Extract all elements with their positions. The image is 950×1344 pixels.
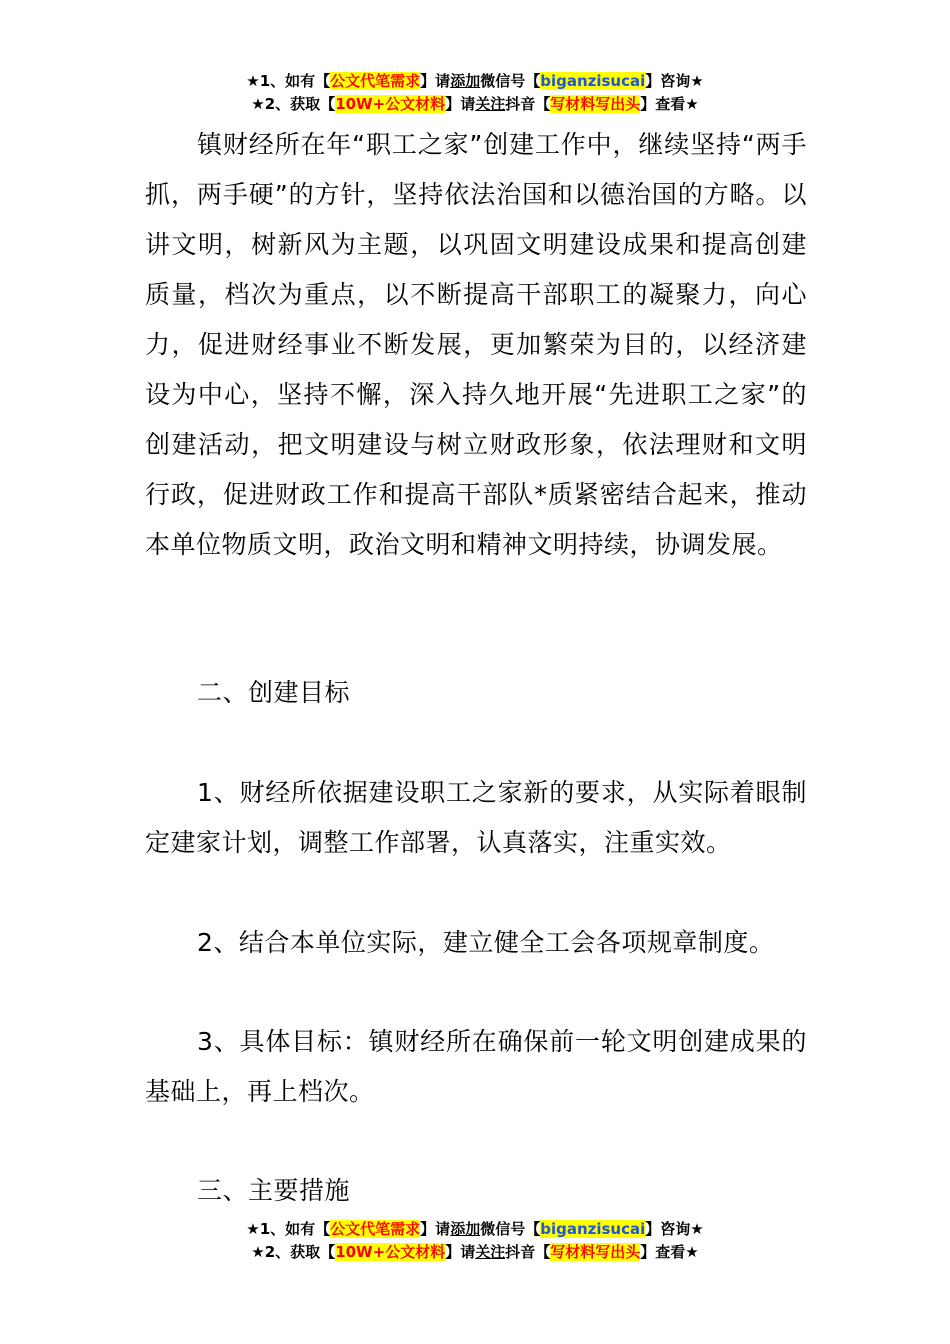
goal-item-3: 3、具体目标：镇财经所在确保前一轮文明创建成果的基础上，再上档次。	[145, 1027, 807, 1106]
goal-item-3-wrap	[145, 1017, 807, 1117]
banner-highlight: 写材料写出头	[550, 1243, 641, 1261]
banner-underlined: 添加	[450, 1220, 481, 1238]
banner-text: 】咨询★	[645, 1220, 704, 1238]
banner-text: ★1、如有【	[246, 1220, 331, 1238]
banner-text: 】请	[420, 1220, 451, 1238]
banner-text: 抖音【	[505, 95, 551, 113]
goal-item-2: 2、结合本单位实际，建立健全工会各项规章制度。	[197, 928, 775, 957]
intro-paragraph: 镇财经所在年“职工之家”创建工作中，继续坚持“两手抓，两手硬”的方针，坚持依法治国和以德治国的方略。以讲文明，树新风为主题，以巩固文明建设成果和提高创建质量，档次为重点，以不断提高干部职工的凝聚力，向心力，促进财经事业不断发展，更加繁荣为目的，以经济建设为中心，坚持不懈，深入持久地开展“先进职工之家”的创建活动，把文明建设与树立财政形象，依法理财和文明行政，促进财政工作和提高干部队*质紧密结合起来，推动本单位物质文明，政治文明和精神文明持续，协调发展。	[145, 130, 807, 559]
goal-item-2-wrap	[145, 918, 807, 968]
banner-highlight: 10W+公文材料	[335, 95, 446, 113]
banner-underlined: 添加	[450, 72, 481, 90]
banner-highlight: 公文代笔需求	[330, 72, 421, 90]
banner-line-1	[0, 70, 950, 93]
section-heading-goals: 二、创建目标	[197, 678, 351, 707]
bottom-banner	[0, 1218, 950, 1264]
banner-highlight: 公文代笔需求	[330, 1220, 421, 1238]
banner-text: ★2、获取【	[251, 95, 336, 113]
banner-underlined: 关注	[475, 1243, 506, 1261]
banner-text: 】咨询★	[645, 72, 704, 90]
banner-text: 】查看★	[640, 95, 699, 113]
banner-highlight: 10W+公文材料	[335, 1243, 446, 1261]
section-heading-measures: 三、主要措施	[197, 1176, 351, 1205]
banner-underlined: 关注	[475, 95, 506, 113]
banner-text: 】请	[445, 1243, 476, 1261]
banner-line-2	[0, 1241, 950, 1264]
section-heading-goals-wrap	[145, 668, 807, 718]
banner-text: 】请	[420, 72, 451, 90]
banner-line-1	[0, 1218, 950, 1241]
banner-text: 微信号【	[480, 1220, 541, 1238]
banner-highlight: 写材料写出头	[550, 95, 641, 113]
banner-wechat-id: biganzisucai	[540, 72, 646, 90]
banner-text: 】请	[445, 95, 476, 113]
banner-text: 微信号【	[480, 72, 541, 90]
top-banner	[0, 70, 950, 116]
banner-text: ★1、如有【	[246, 72, 331, 90]
document-body	[145, 120, 807, 570]
goal-item-1-wrap	[145, 768, 807, 868]
banner-wechat-id: biganzisucai	[540, 1220, 646, 1238]
goal-item-1: 1、财经所依据建设职工之家新的要求，从实际着眼制定建家计划，调整工作部署，认真落实，注重实效。	[145, 778, 807, 857]
section-heading-measures-wrap	[145, 1166, 807, 1216]
banner-text: 】查看★	[640, 1243, 699, 1261]
banner-text: 抖音【	[505, 1243, 551, 1261]
banner-line-2	[0, 93, 950, 116]
banner-text: ★2、获取【	[251, 1243, 336, 1261]
